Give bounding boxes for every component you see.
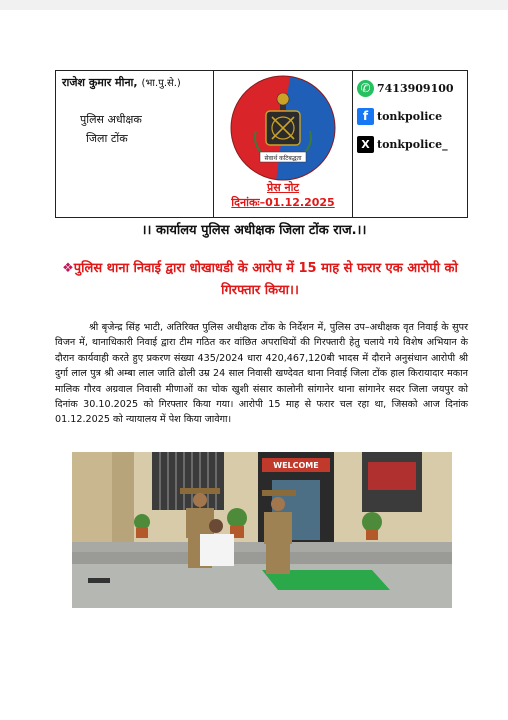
facebook-handle: tonkpolice (377, 109, 443, 123)
arrest-photo (72, 452, 452, 608)
contact-block (353, 71, 467, 217)
top-strip (0, 0, 508, 10)
district: जिला टोंक (86, 132, 128, 145)
body-paragraph: श्री बृजेन्द्र सिंह भाटी, अतिरिक्त पुलिस अधीक्षक टोंक के निर्देशन में, पुलिस उप–अधीक्षक वृत निवाई के सुपर विजन में, थानाधिकारी निवाई द्वारा टीम गठित कर वांछित अपराधियों की गिरफ्तारी हेतु चलाये गये विशेष अभियान के दौरान कार्यवाही करते हुए प्रकरण संख्या 435/2024 धारा 420,467,120बी भादस में दौराने अनुसंधान आरोपी श्री दुर्गा लाल पुत्र श्री अम्बा लाल जाति ढोली उम्र 24 साल निवासी खण्देवत थाना निवाई जिला टोंक हाल किरायादार मकान मालिक गौरव अग्रवाल निवासी मीणाओं का चोक खुशी संसार कालोनी सांगानेर थाना सांगानेर सदर जिला जयपुर को दिनांक 30.10.2025 को गिरफ्तार किया गया। आरोपी 15 माह से फरार चल रहा था, जिसको आज दिनांक 01.12.2025 को न्यायालय में पेश किया जावेगा। (55, 322, 468, 426)
officer-name: राजेश कुमार मीना, (भा.पु.से.) (62, 76, 181, 89)
emblem-block (214, 71, 353, 217)
headline-text: पुलिस थाना निवाई द्वारा धोखाधडी के आरोप में 15 माह से फरार एक आरोपी को गिरफ्तार किया।। (73, 261, 458, 298)
whatsapp-icon: ✆ (357, 80, 374, 97)
facebook-icon: f (357, 108, 374, 125)
headline (60, 258, 460, 302)
office-title: ।। कार्यालय पुलिस अधीक्षक जिला टोंक राज.।। (141, 223, 367, 238)
welcome-sign: WELCOME (273, 461, 319, 470)
designation: पुलिस अधीक्षक (80, 113, 142, 126)
x-icon: X (357, 136, 374, 153)
emblem-motto: सेवार्थ कटिबद्धता (264, 155, 302, 162)
rajasthan-police-emblem-icon (230, 75, 336, 181)
whatsapp-number: 7413909100 (377, 81, 454, 95)
press-date: दिनांकः–01.12.2025 (231, 196, 335, 209)
letterhead (55, 70, 468, 218)
officer-abbr: (भा.पु.से.) (141, 78, 181, 89)
x-handle: tonkpolice_ (377, 137, 448, 151)
headline-bullet: ❖ (62, 261, 74, 276)
facebook-row[interactable] (357, 103, 463, 129)
press-note-label: प्रेस नोट (266, 181, 300, 194)
x-row[interactable] (357, 131, 463, 157)
officer-block (56, 71, 214, 217)
whatsapp-row[interactable] (357, 75, 463, 101)
